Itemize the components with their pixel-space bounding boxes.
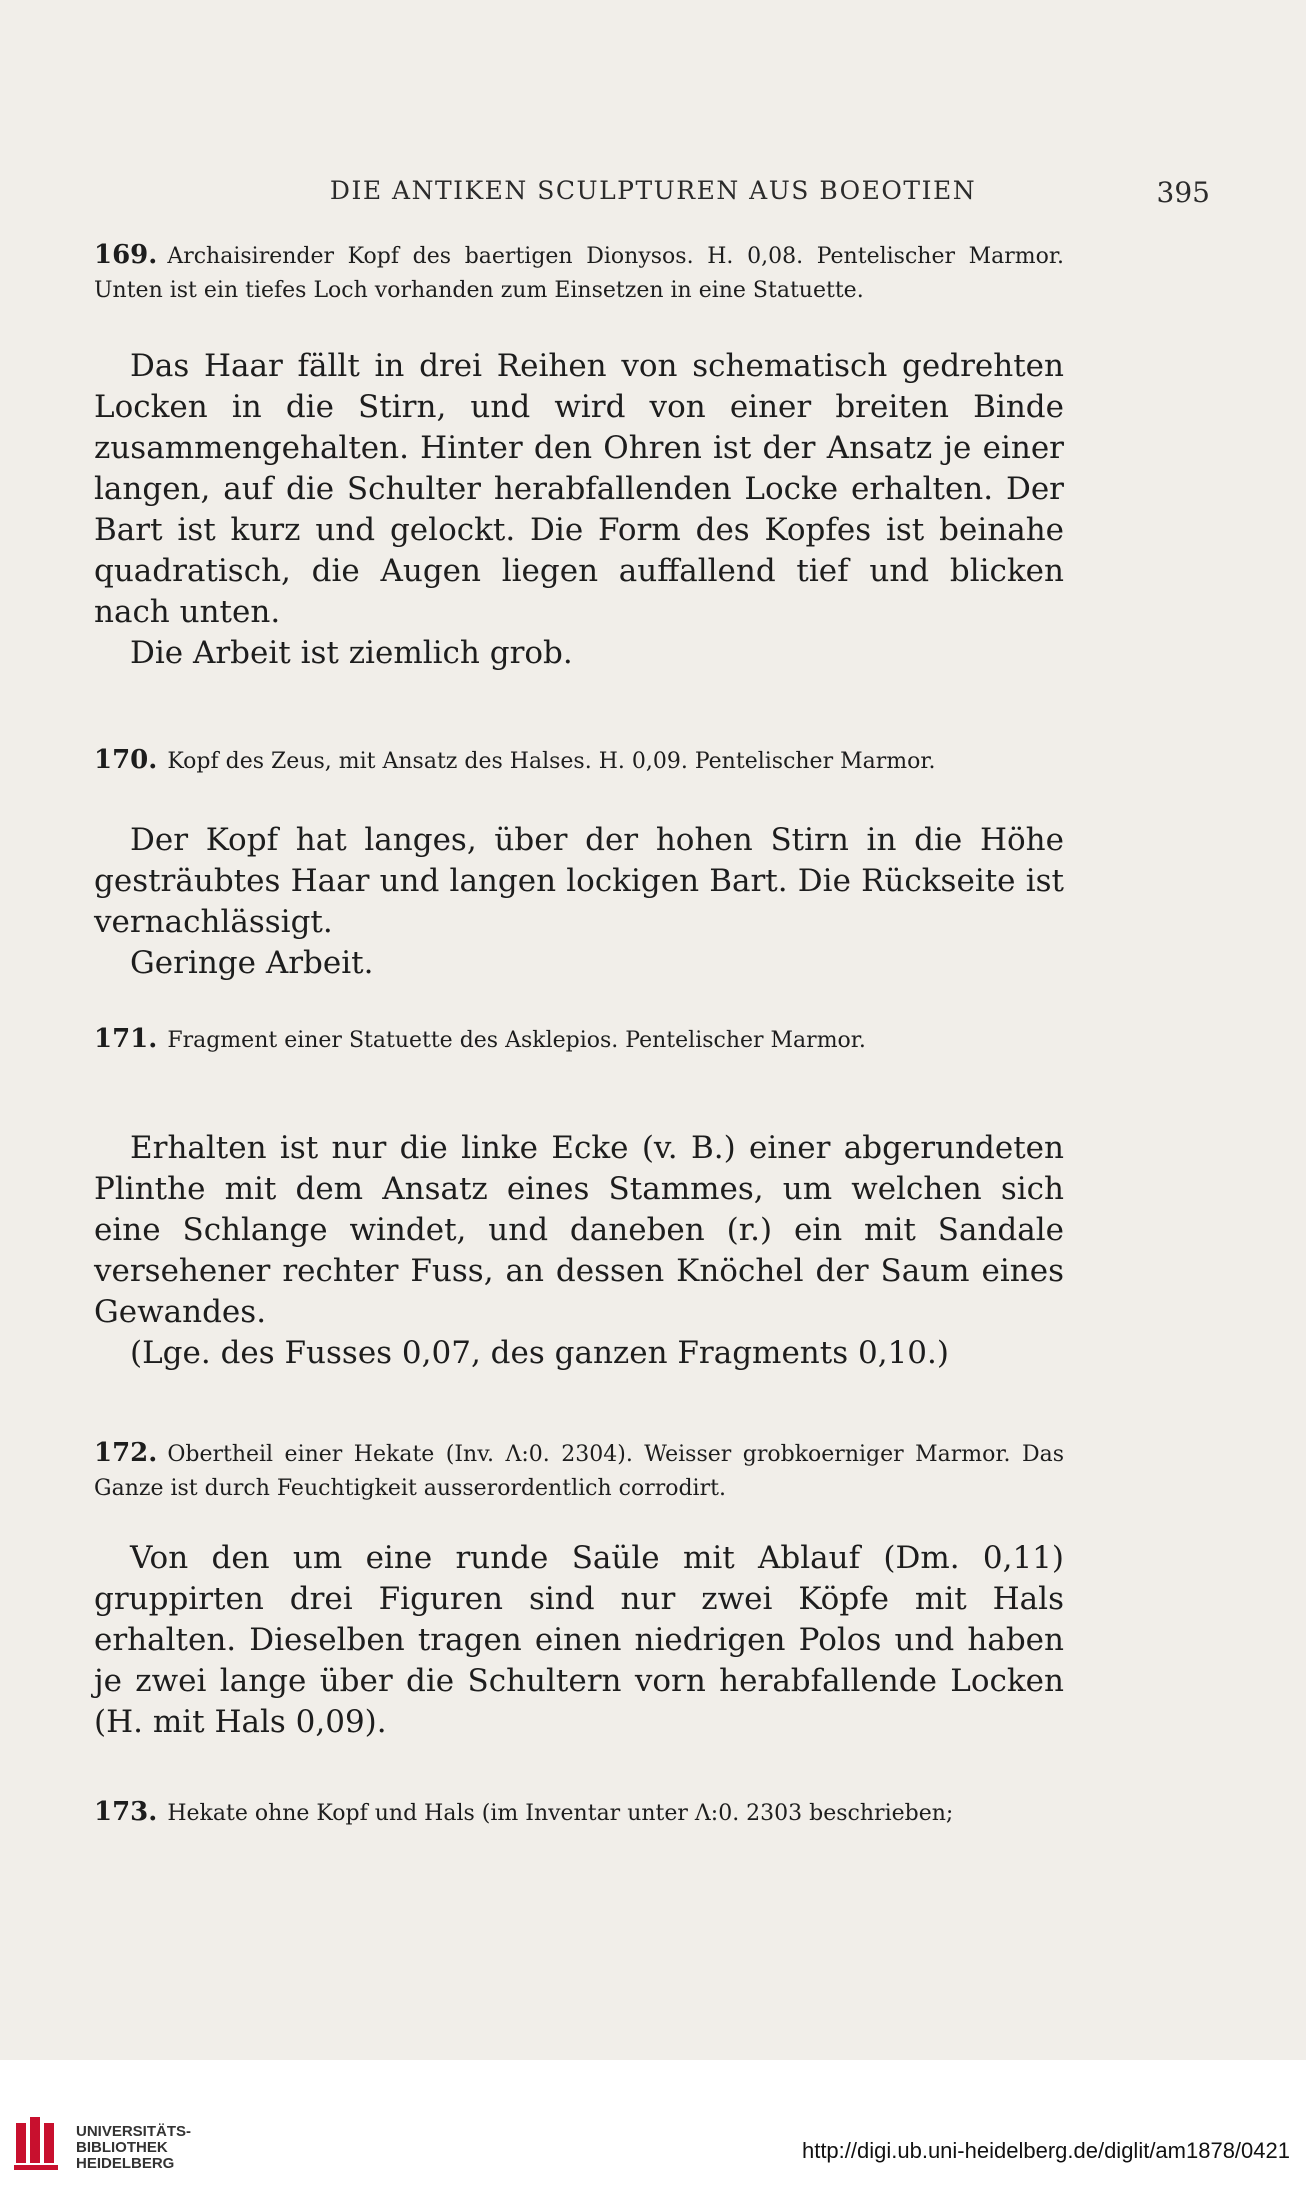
entry-number: 170.: [94, 745, 158, 775]
page-header: [80, 176, 1226, 216]
running-title: DIE ANTIKEN SCULPTUREN AUS BOEOTIEN: [329, 176, 977, 205]
library-logo-icon: [14, 2113, 66, 2173]
entry-heading-text: Fragment einer Statuette des Asklepios. Pentelischer Marmor.: [167, 1028, 866, 1053]
entry-heading: [94, 1795, 1064, 1831]
entry-heading-text: Kopf des Zeus, mit Ansatz des Halses. H. 0,09. Pentelischer Marmor.: [167, 749, 936, 774]
footer-bar: [0, 2060, 1306, 2198]
paragraph: Erhalten ist nur die linke Ecke (v. B.) einer abgerundeten Plinthe mit dem Ansatz eines Stammes, um welchen sich eine Schlange windet, und daneben (r.) ein mit Sandale versehener rechter Fuss, an dessen Knöchel der Saum eines Gewandes.: [94, 1130, 1064, 1330]
entry-heading-text: Obertheil einer Hekate (Inv. Λ:0. 2304). Weisser grobkoerniger Marmor. Das Ganze ist durch Feuchtigkeit ausserordentlich corrodirt.: [94, 1442, 1064, 1501]
entry-172: [94, 1436, 1064, 1506]
entry-heading: [94, 238, 1064, 308]
library-name: [76, 2124, 191, 2172]
entry-170: [94, 743, 1064, 779]
entry-heading-text: Archaisirender Kopf des baertigen Dionysos. H. 0,08. Pentelischer Marmor. Unten ist ein tiefes Loch vorhanden zum Einsetzen in eine Statuette.: [94, 244, 1064, 303]
entry-heading-text: Hekate ohne Kopf und Hals (im Inventar unter Λ:0. 2303 beschrieben;: [167, 1801, 954, 1826]
source-url-link[interactable]: http://digi.ub.uni-heidelberg.de/diglit/am1878/0421: [801, 2138, 1290, 2163]
entry-heading: [94, 1022, 1064, 1058]
entry-number: 172.: [94, 1438, 158, 1468]
library-name-line: HEIDELBERG: [76, 2155, 175, 2172]
paragraph: (Lge. des Fusses 0,07, des ganzen Fragments 0,10.): [130, 1335, 949, 1371]
entry-171: [94, 1022, 1064, 1058]
library-name-line: UNIVERSITÄTS-: [76, 2123, 192, 2140]
entry-number: 169.: [94, 240, 158, 270]
entry-172-body: [94, 1538, 1064, 1743]
paragraph: Geringe Arbeit.: [130, 945, 374, 981]
entry-169-body: [94, 346, 1064, 674]
paragraph: Die Arbeit ist ziemlich grob.: [130, 635, 573, 671]
entry-heading: [94, 743, 1064, 779]
entry-number: 171.: [94, 1024, 158, 1054]
entry-number: 173.: [94, 1797, 158, 1827]
entry-173: [94, 1795, 1064, 1831]
library-name-line: BIBLIOTHEK: [76, 2139, 168, 2156]
paragraph: Von den um eine runde Saüle mit Ablauf (Dm. 0,11) gruppirten drei Figuren sind nur zwei Köpfe mit Hals erhalten. Dieselben tragen einen niedrigen Polos und haben je zwei lange über die Schultern vorn herabfallende Locken (H. mit Hals 0,09).: [94, 1540, 1064, 1740]
entry-169: [94, 238, 1064, 308]
paragraph: Der Kopf hat langes, über der hohen Stirn in die Höhe gesträubtes Haar und langen lockigen Bart. Die Rückseite ist vernachlässigt.: [94, 822, 1064, 940]
entry-heading: [94, 1436, 1064, 1506]
page-number: 395: [1156, 176, 1210, 209]
entry-170-body: [94, 820, 1064, 984]
entry-171-body: [94, 1128, 1064, 1374]
paragraph: Das Haar fällt in drei Reihen von schematisch gedrehten Locken in die Stirn, und wird von einer breiten Binde zusammengehalten. Hinter den Ohren ist der Ansatz je einer langen, auf die Schulter herabfallenden Locke erhalten. Der Bart ist kurz und gelockt. Die Form des Kopfes ist beinahe quadratisch, die Augen liegen auffallend tief und blicken nach unten.: [94, 348, 1064, 630]
